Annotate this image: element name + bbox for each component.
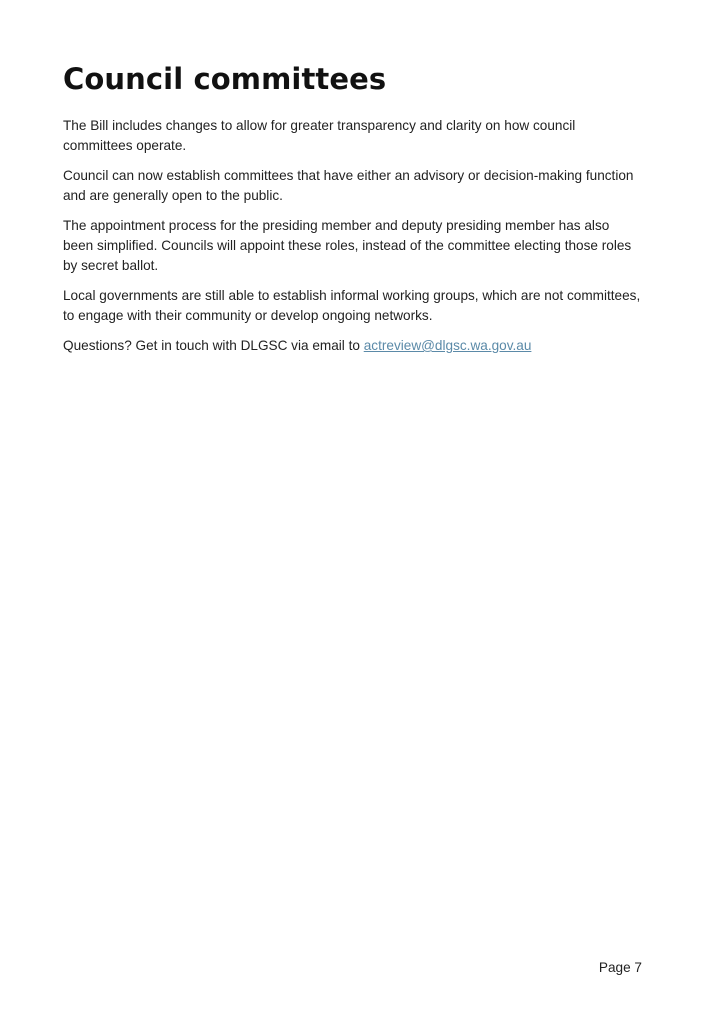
paragraph-appointment-process: The appointment process for the presiding member and deputy presiding member has also been simplified. Councils will appoint these roles, instead of the committee electing those roles by secret ballot. [63,218,632,273]
email-link[interactable]: actreview@dlgsc.wa.gov.au [363,338,532,353]
page-title: Council committees [63,62,387,96]
contact-prefix: Questions? Get in touch with DLGSC via email to [63,338,364,353]
page-content [63,58,643,366]
paragraph-transparency: The Bill includes changes to allow for greater transparency and clarity on how council committees operate. [63,118,576,153]
contact-paragraph [63,336,643,356]
paragraph-working-groups: Local governments are still able to establish informal working groups, which are not committees, to engage with their community or develop ongoing networks. [63,288,641,323]
page-number: Page 7 [598,960,642,975]
paragraph-committee-types: Council can now establish committees that have either an advisory or decision-making function and are generally open to the public. [63,168,634,203]
